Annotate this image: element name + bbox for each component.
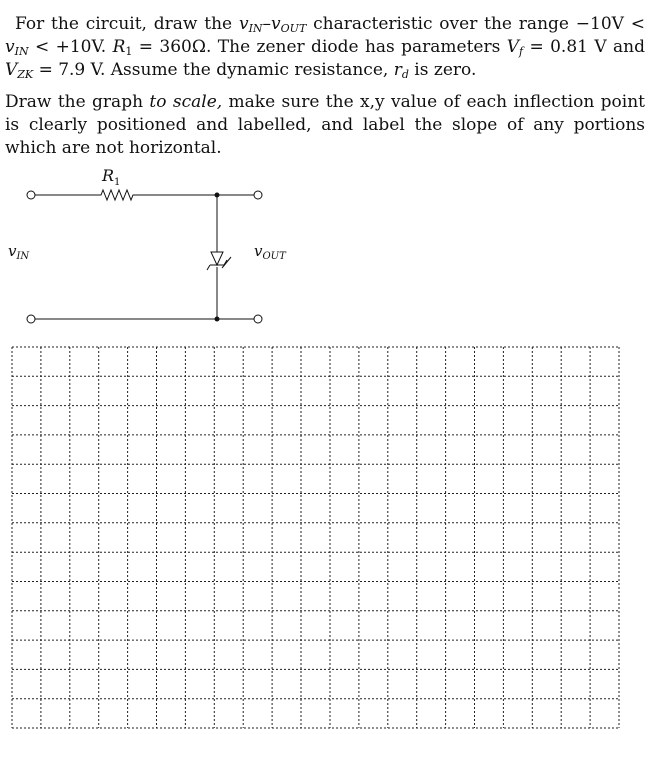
vin-label: $v_{IN}$	[8, 242, 30, 262]
problem-paragraph-1: For the circuit, draw the $v_{IN}-v_{OUT}$ characteristic over the range $-10V < v_{IN} < +10V$. $R_1 = 360\Omega$. The zener diode has parameters $V_f = 0.81$ V and $V_{ZK} = 7.9$ V. Assume the dynamic resistance, $r_d$ is zero.	[5, 14, 646, 81]
terminal-vout-bottom	[254, 315, 262, 323]
circuit-diagram	[0, 160, 320, 335]
junction-bottom	[215, 317, 220, 322]
vout-label: $v_{OUT}$	[254, 242, 286, 262]
terminal-vout-top	[254, 191, 262, 199]
r1-label: $R_1$	[102, 166, 121, 188]
problem-paragraph-2: Draw the graph to scale, make sure the x,y value of each inflection point is clearly positioned and labelled, and label the slope of any portions which are not horizontal.	[5, 92, 645, 158]
graph-paper-grid	[0, 336, 664, 736]
terminal-vin-top	[27, 191, 35, 199]
terminal-vin-bottom	[27, 315, 35, 323]
junction-top	[215, 193, 220, 198]
resistor-r1	[93, 190, 150, 200]
zener-diode-symbol	[207, 252, 231, 270]
